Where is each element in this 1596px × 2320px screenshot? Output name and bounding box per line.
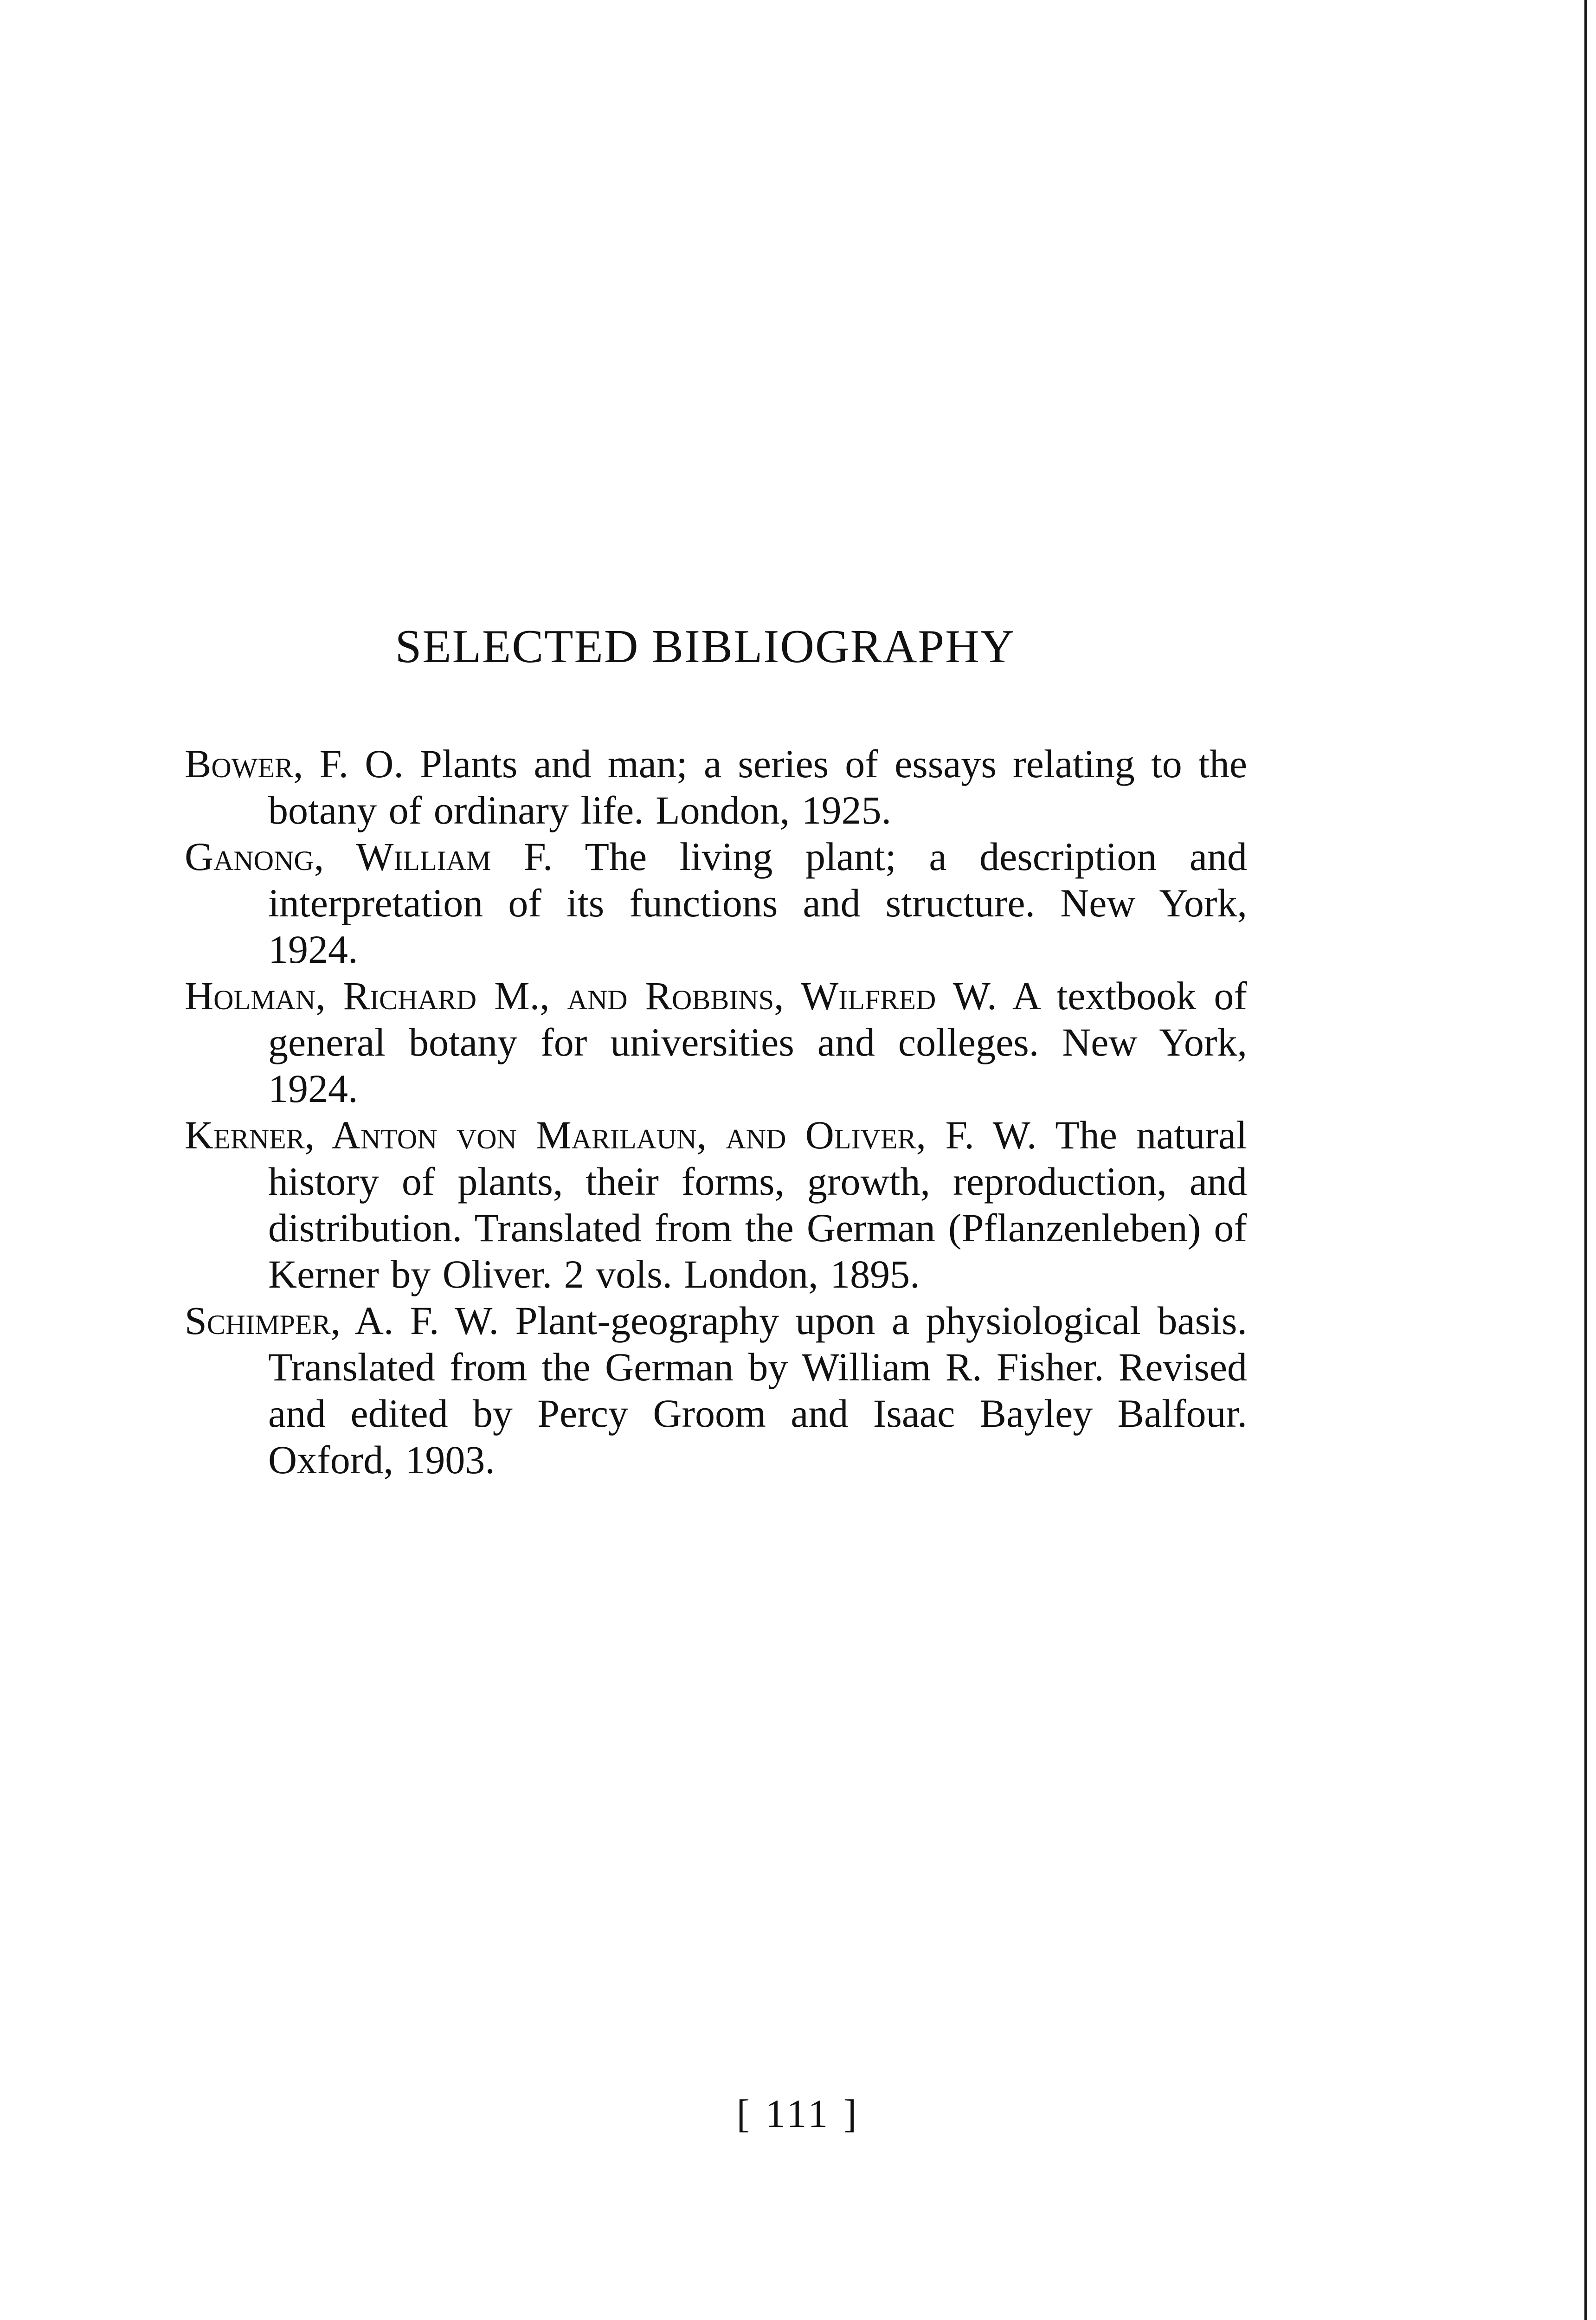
entry-author: Kerner, Anton von Marilaun, and Oliver, F. W. [185,1113,1037,1157]
bibliography-entry [185,833,1247,973]
bibliography-list [185,741,1247,1483]
entry-author: Bower, F. O. [185,741,404,786]
entry-text: Plant-geography upon a physiological basis. Translated from the German by William R. Fisher. Revised and edited by Percy Groom and Isaac Bayley Balfour. Oxford, 1903. [268,1298,1247,1482]
bibliography-entry [185,973,1247,1112]
entry-text: A textbook of general botany for universities and colleges. New York, 1924. [268,973,1247,1111]
entry-author: Schimper, A. F. W. [185,1298,499,1343]
entry-text: The natural history of plants, their forms, growth, reproduction, and distribution. Translated from the German (Pflanzenleben) of Kerner by Oliver. 2 vols. London, 1895. [268,1113,1247,1296]
entry-author: Ganong, William F. [185,834,553,879]
entry-text: The living plant; a description and interpretation of its functions and structure. New York, 1924. [268,834,1247,972]
entry-author: Holman, Richard M., and Robbins, Wilfred W. [185,973,997,1018]
bibliography-entry [185,1112,1247,1297]
bibliography-entry [185,1297,1247,1483]
page-title: SELECTED BIBLIOGRAPHY [395,620,1016,673]
entry-text: Plants and man; a series of essays relating to the botany of ordinary life. London, 1925. [268,741,1248,832]
page-edge-rule [1584,0,1587,2320]
bibliography-entry [185,741,1247,833]
page-number: [ 111 ] [736,2091,860,2136]
